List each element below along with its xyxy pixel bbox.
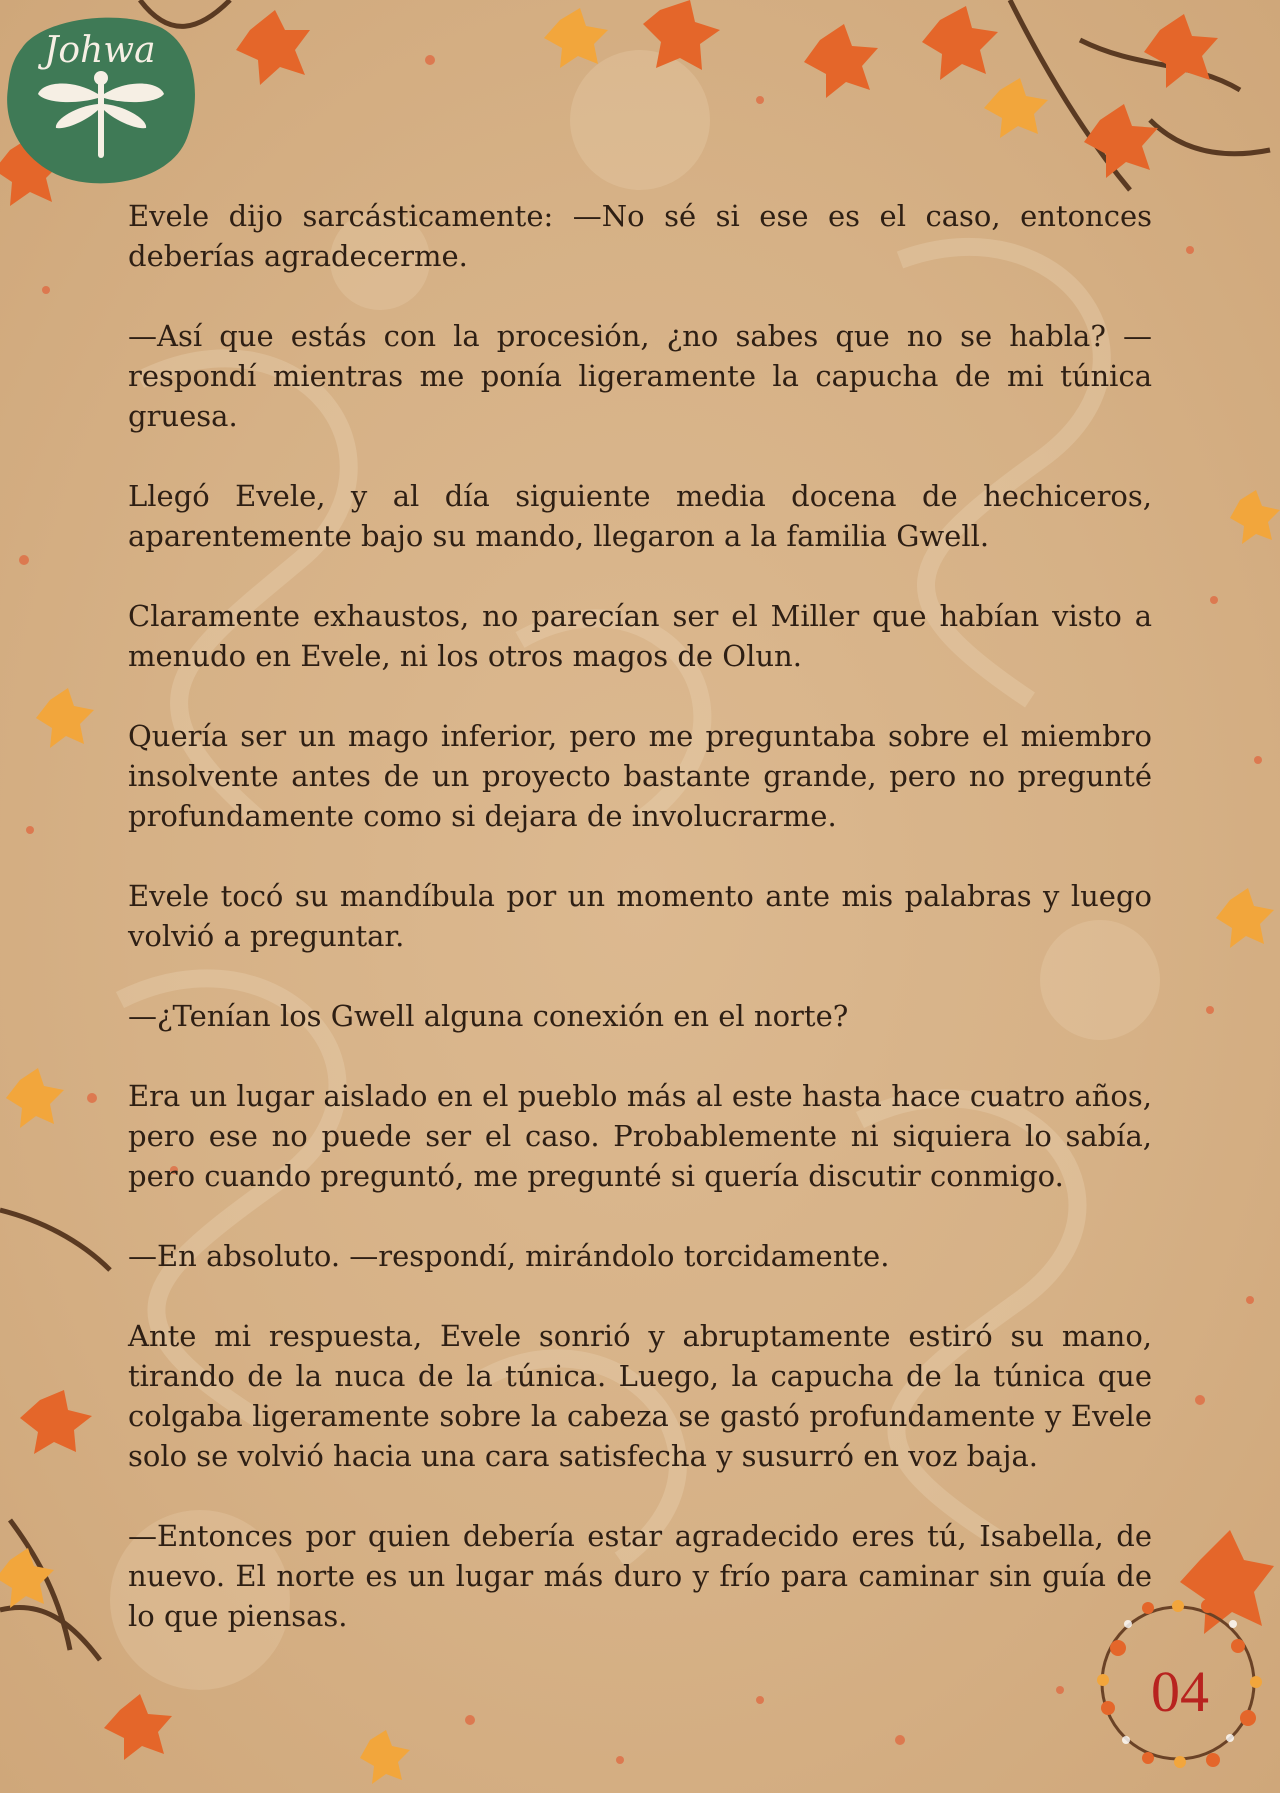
paragraph: Evele tocó su mandíbula por un momento ante mis palabras y luego volvió a preguntar. (128, 879, 1152, 953)
paragraph: Claramente exhaustos, no parecían ser el Miller que habían visto a menudo en Evele, ni los otros magos de Olun. (128, 599, 1152, 673)
chapter-text (128, 196, 1152, 1676)
paragraph: Quería ser un mago inferior, pero me preguntaba sobre el miembro insolvente antes de un proyecto bastante grande, pero no pregunté profundamente como si dejara de involucrarme. (128, 719, 1152, 833)
logo (2, 8, 198, 188)
paragraph: Llegó Evele, y al día siguiente media docena de hechiceros, aparentemente bajo su mando, llegaron a la familia Gwell. (128, 479, 1152, 553)
paragraph: —En absoluto. —respondí, mirándolo torcidamente. (128, 1239, 890, 1273)
paragraph: Evele dijo sarcásticamente: —No sé si ese es el caso, entonces deberías agradecerme. (128, 199, 1152, 273)
paragraph: Era un lugar aislado en el pueblo más al este hasta hace cuatro años, pero ese no puede ser el caso. Probablemente ni siquiera lo sabía, pero cuando preguntó, me pregunté si quería discutir conmigo. (128, 1079, 1152, 1193)
logo-text: Johwa (44, 30, 156, 71)
paragraph: —¿Tenían los Gwell alguna conexión en el norte? (128, 999, 849, 1033)
paragraph: Ante mi respuesta, Evele sonrió y abruptamente estiró su mano, tirando de la nuca de la túnica. Luego, la capucha de la túnica que colgaba ligeramente sobre la cabeza se gastó profundamente y Evele solo se volvió hacia una cara satisfecha y susurró en voz baja. (128, 1319, 1152, 1473)
paragraph: —Entonces por quien debería estar agradecido eres tú, Isabella, de nuevo. El norte es un lugar más duro y frío para caminar sin guía de lo que piensas. (128, 1519, 1152, 1633)
page-number: 04 (1151, 1659, 1209, 1724)
paragraph: —Así que estás con la procesión, ¿no sabes que no se habla? —respondí mientras me ponía ligeramente la capucha de mi túnica gruesa. (128, 319, 1152, 433)
